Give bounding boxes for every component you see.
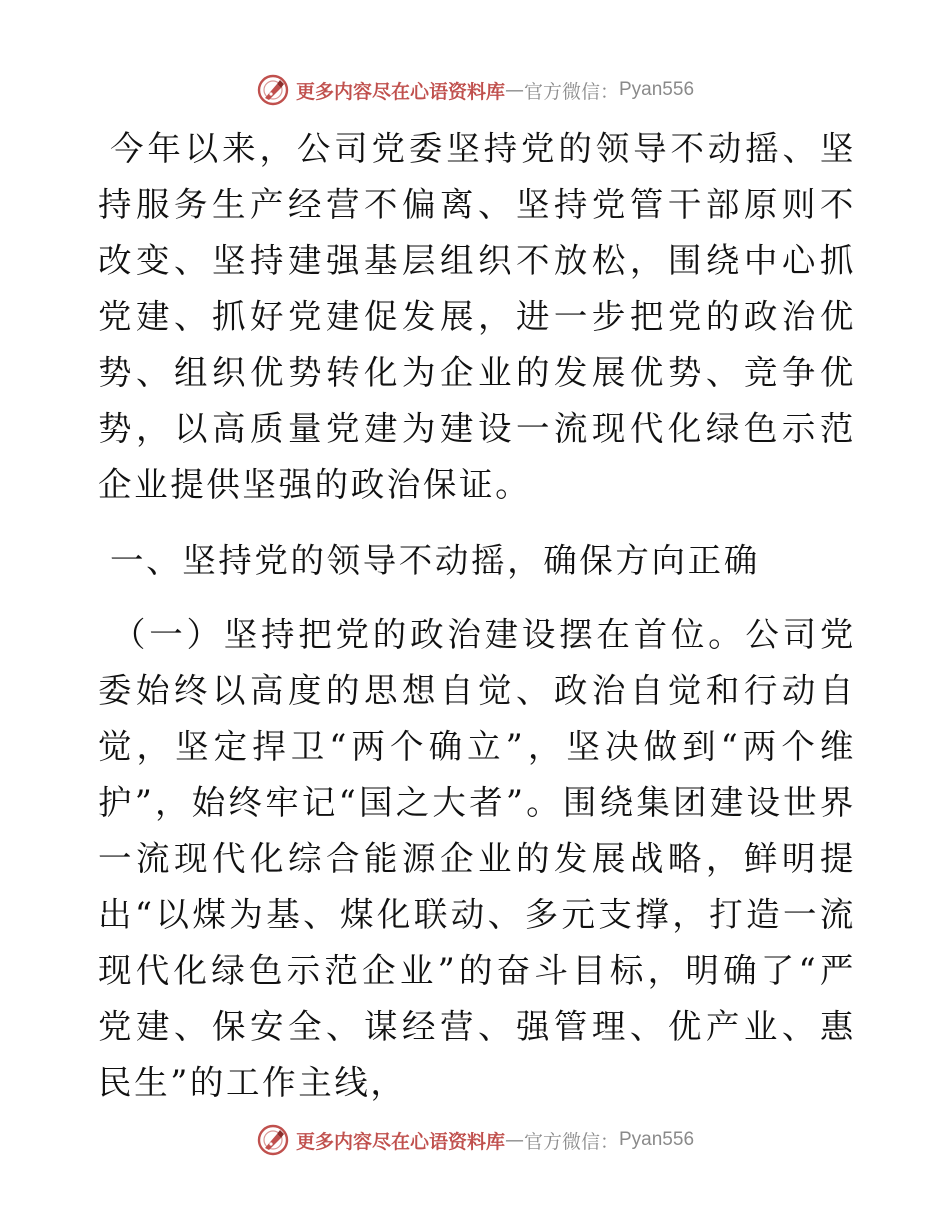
banner-title: 更多内容尽在心语资料库 xyxy=(295,1130,505,1153)
banner-wechat-label: 官方微信： xyxy=(523,80,619,103)
section-paragraph: （一）坚持把党的政治建设摆在首位。公司党委始终以高度的思想自觉、政治自觉和行动自觉，坚定捍卫“两个确立”，坚决做到“两个维护”，始终牢记“国之大者”。围绕集团建设世界一流现代化综合能源企业的发展战略，鲜明提出“以煤为基、煤化联动、多元支撑，打造一流现代化绿色示范企业”的奋斗目标，明确了“严党建、保安全、谋经营、强管理、优产业、惠民生”的工作主线， xyxy=(98,615,856,1102)
pen-nib-logo-icon xyxy=(256,1123,290,1157)
footer-banner xyxy=(0,1120,950,1160)
banner-wechat-handle: Pyan556 xyxy=(619,79,695,100)
banner-wechat-label: 官方微信： xyxy=(523,1130,619,1153)
banner-title: 更多内容尽在心语资料库 xyxy=(295,80,505,103)
banner-separator: — xyxy=(504,79,524,101)
pen-nib-logo-icon xyxy=(256,73,290,107)
document-body xyxy=(98,121,856,1111)
section-heading: 一、坚持党的领导不动摇，确保方向正确 xyxy=(110,541,760,580)
intro-paragraph: 今年以来，公司党委坚持党的领导不动摇、坚持服务生产经营不偏离、坚持党管干部原则不改变、坚持建强基层组织不放松，围绕中心抓党建、抓好党建促发展，进一步把党的政治优势、组织优势转化为企业的发展优势、竞争优势，以高质量党建为建设一流现代化绿色示范企业提供坚强的政治保证。 xyxy=(98,129,856,504)
banner-separator: — xyxy=(504,1129,524,1151)
banner-wechat-handle: Pyan556 xyxy=(619,1129,695,1150)
header-banner xyxy=(0,70,950,110)
